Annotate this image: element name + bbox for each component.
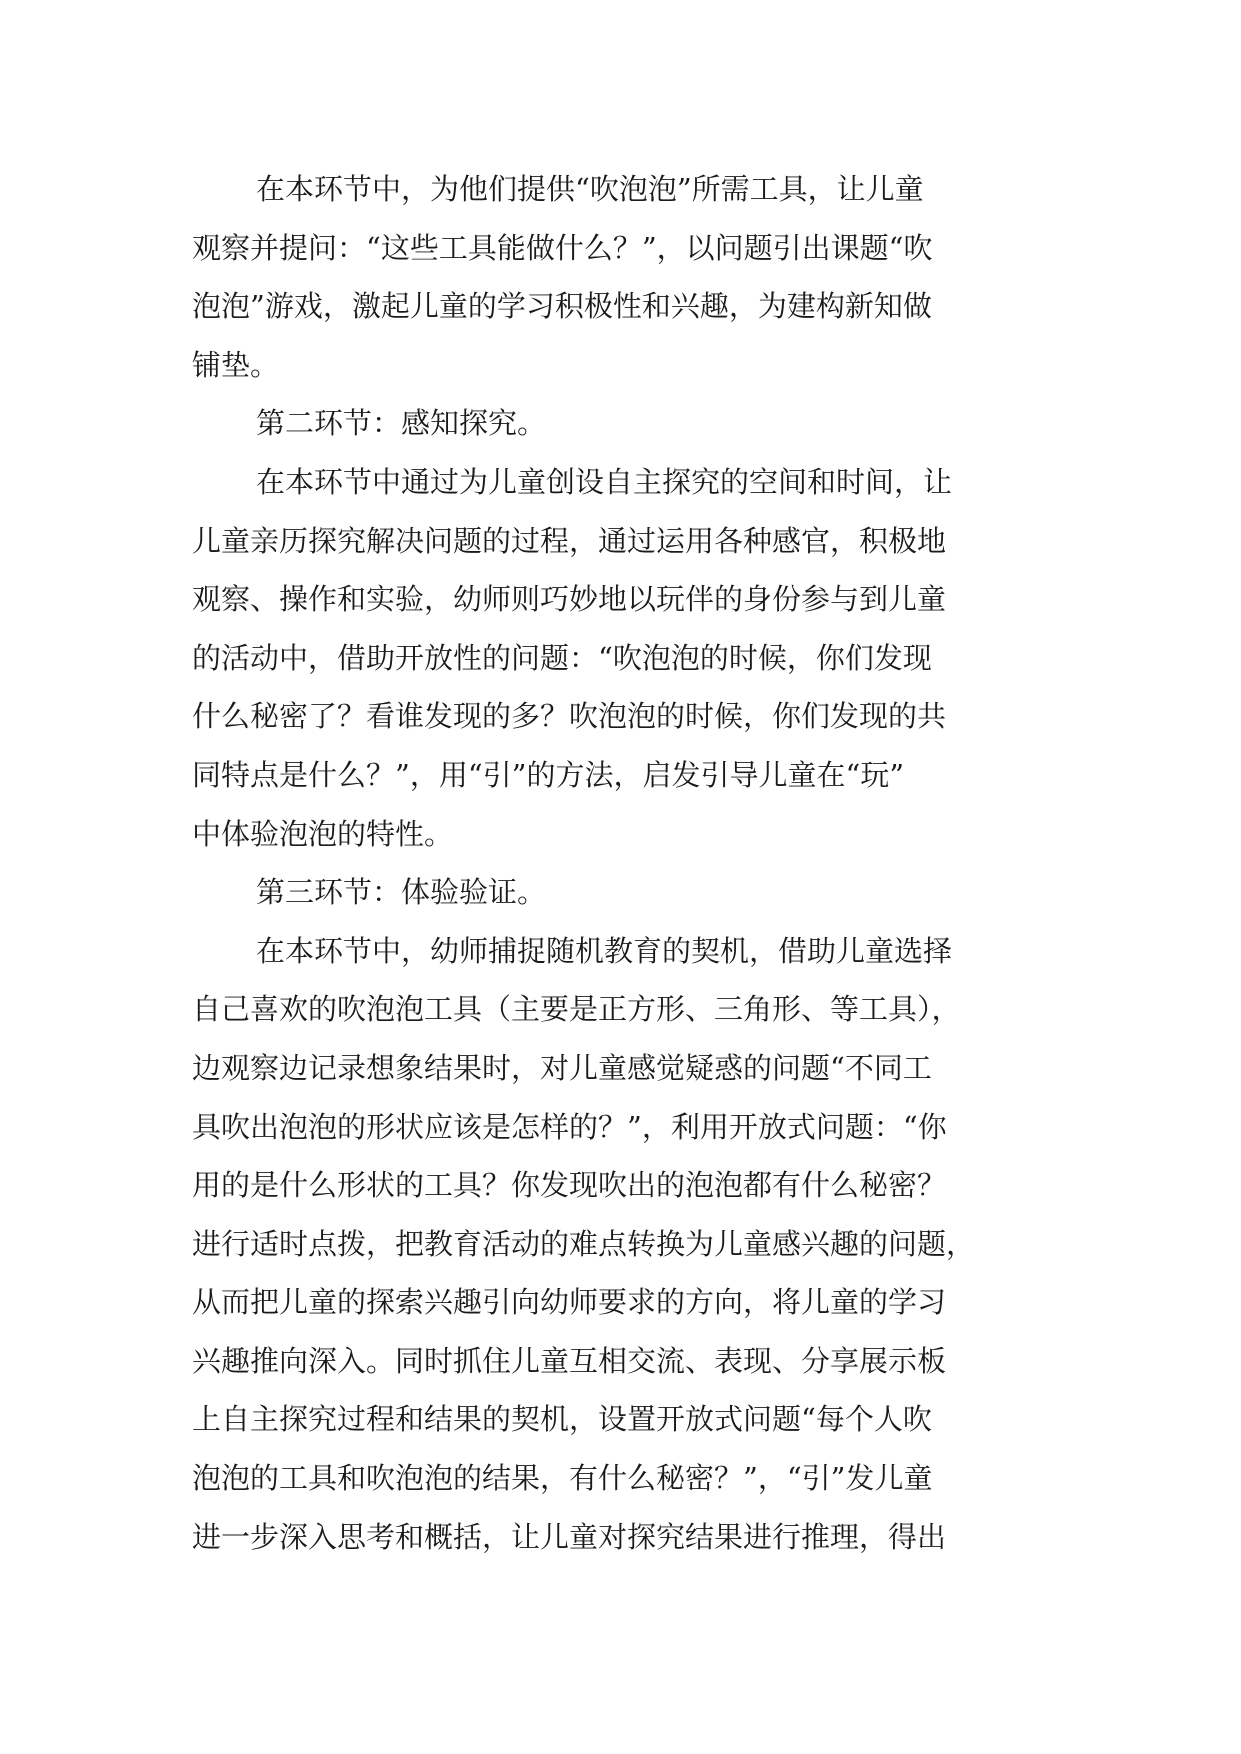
text-line: 在本环节中，幼师捕捉随机教育的契机，借助儿童选择 [256,933,953,968]
text-line: 中体验泡泡的特性。 [192,816,454,851]
text-line: 上自主探究过程和结果的契机，设置开放式问题“每个人吹 [192,1402,932,1437]
text-line: 儿童亲历探究解决问题的过程，通过运用各种感官，积极地 [192,523,947,558]
section-heading: 第二环节：感知探究。 [256,406,547,441]
body-text [192,160,1052,1566]
text-line: 观察、操作和实验，幼师则巧妙地以玩伴的身份参与到儿童 [192,582,947,617]
text-line: 什么秘密了？看谁发现的多？吹泡泡的时候，你们发现的共 [192,699,947,734]
text-line: 从而把儿童的探索兴趣引向幼师要求的方向，将儿童的学习 [192,1285,947,1320]
text-line: 在本环节中，为他们提供“吹泡泡”所需工具，让儿童 [256,172,924,206]
text-line: 观察并提问：“这些工具能做什么？”，以问题引出课题“吹 [192,230,933,265]
text-line: 在本环节中通过为儿童创设自主探究的空间和时间，让 [256,464,953,499]
text-line: 同特点是什么？”，用“引”的方法，启发引导儿童在“玩” [192,757,905,792]
text-line: 进一步深入思考和概括，让儿童对探究结果进行推理，得出 [192,1519,947,1554]
text-line: 泡泡”游戏，激起儿童的学习积极性和兴趣，为建构新知做 [192,289,932,324]
text-line: 铺垫。 [192,347,280,382]
section-heading: 第三环节：体验验证。 [256,875,547,910]
text-line: 进行适时点拨，把教育活动的难点转换为儿童感兴趣的问题， [192,1226,976,1261]
text-line: 自己喜欢的吹泡泡工具（主要是正方形、三角形、等工具）， [192,992,961,1027]
text-line: 的活动中，借助开放性的问题：“吹泡泡的时候，你们发现 [192,640,932,675]
text-line: 边观察边记录想象结果时，对儿童感觉疑惑的问题“不同工 [192,1050,932,1085]
text-line: 用的是什么形状的工具？你发现吹出的泡泡都有什么秘密？ [192,1168,947,1203]
text-line: 泡泡的工具和吹泡泡的结果，有什么秘密？”，“引”发儿童 [192,1461,933,1496]
text-line: 具吹出泡泡的形状应该是怎样的？”，利用开放式问题：“你 [192,1109,947,1144]
text-line: 兴趣推向深入。同时抓住儿童互相交流、表现、分享展示板 [192,1343,947,1378]
